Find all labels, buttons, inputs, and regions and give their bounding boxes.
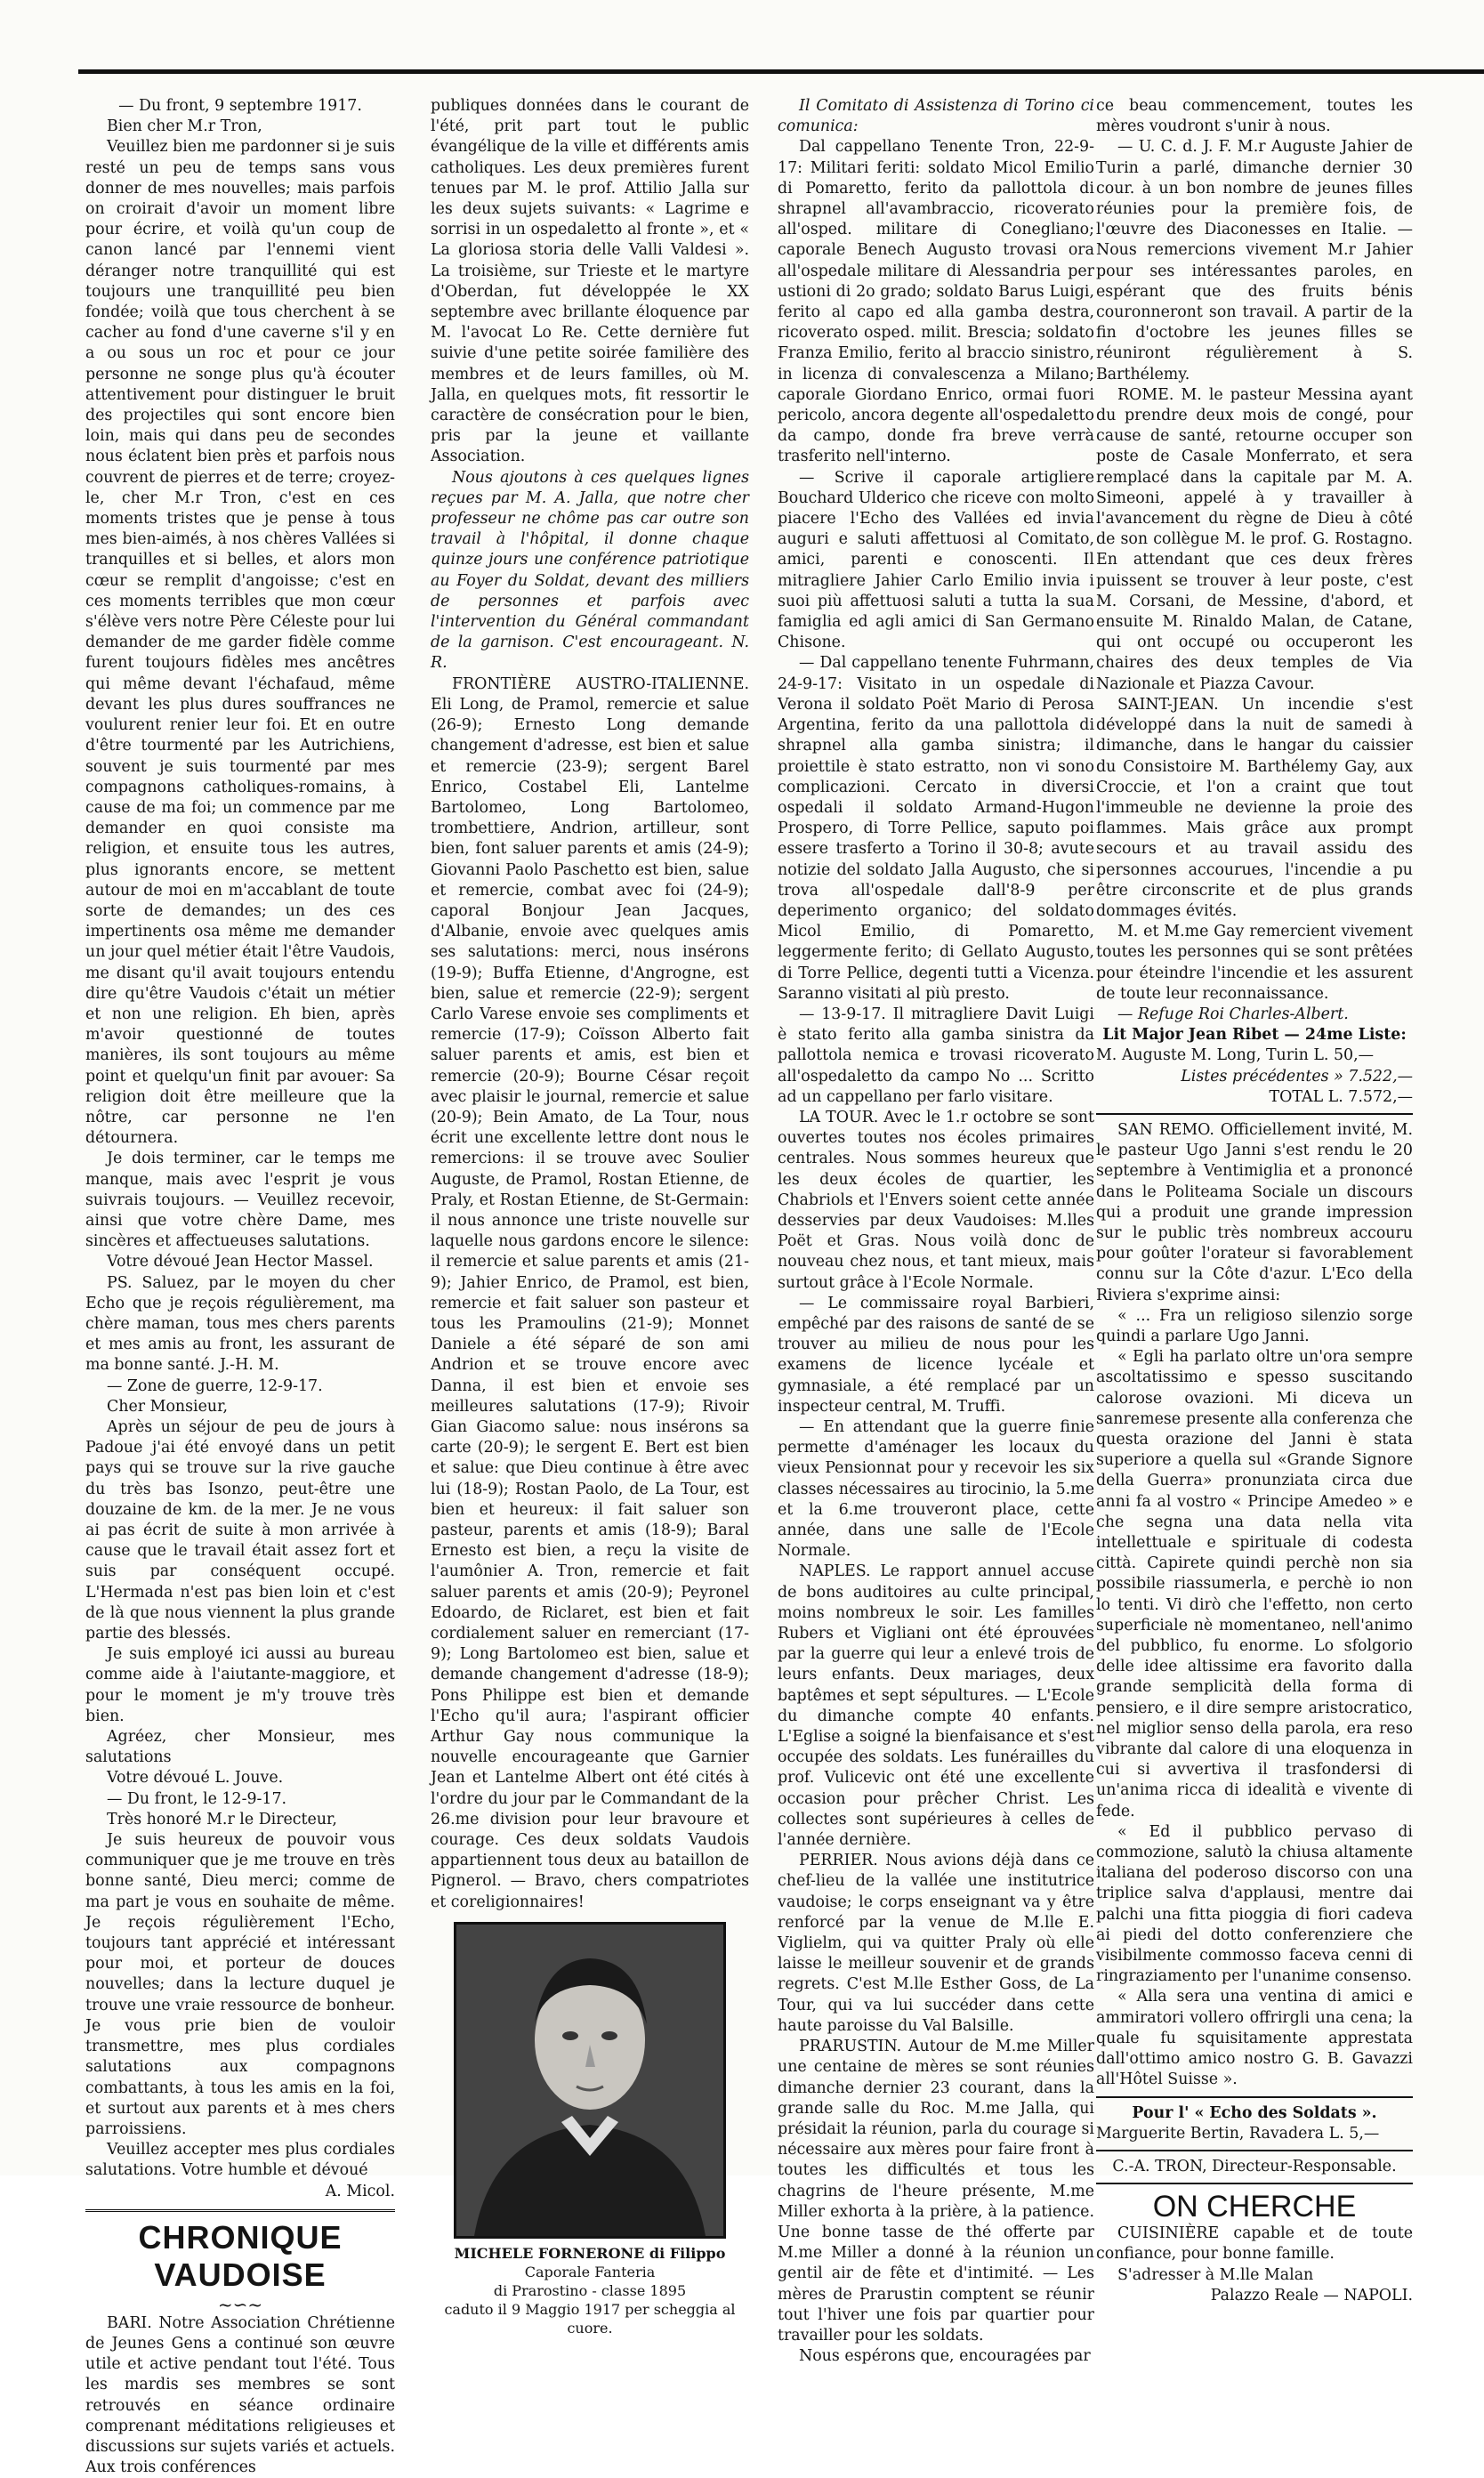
letter-body: Je suis heureux de pouvoir vous communiquer que je me trouve en très bonne santé, Dieu merci; comme de ma part je vous en souhaite de même. Je reçois régulièrement l'Echo, toujours tant apprécié et intéressant pour moi, et porteur de douces nouvelles; dans la lecture duquel je trouve une vraie ressource de bonheur. Je vous prie bien de vouloir transmettre, mes plus cordiales salutations aux compagnons combattants, à tous les amis en la foi, et surtout aux parents et à mes chers parroissiens.	[85, 1831, 395, 2138]
letter-body: Veuillez bien me pardonner si je suis resté un peu de temps sans vous donner de mes nouvelles; mais parfois on croirait d'avoir un moment libre pour écrire, et voilà qu'un coup de canon lancé par l'ennemi vient déranger notre tranquillité qui est toujours une tranquillité peu bien fondée; voilà que tous cherchent à se cacher au fond d'une caverne s'il y en a ou sous un roc et pour ce jour personne ne songe plus qu'à écouter attentivement pour distinguer le bruit des projectiles qui sont encore bien loin, mais qui dans peu de secondes nous éclatent bien près et parfois nous couvrent de pierres et de terre; croyez-le, cher M.r Tron, c'est en ces moments tristes que je pense à tous mes bien-aimés, à nos chères Vallées si tranquilles et si belles, et alors mon cœur se remplit d'angoisse; c'est en ces moments terribles que mon cœur s'élève vers notre Père Céleste pour lui demander de me garder fidèle comme furent toujours fidèles mes ancêtres qui même devant l'échafaud, même devant les plus dures souffrances ne voulurent renier leur foi. Et en outre d'être tourmenté par les Autrichiens, souvent je suis tourmenté par mes compagnons catholiques-romains, à cause de ma foi; un commence par me demander en quoi consiste ma religion, et ensuite tous les autres, plus ignorants encore, se mettent autour de moi en m'accablant de toute sorte de demandes; un des ces impertinents osa même me demander un jour quel métier était l'être Vaudois, me disant qu'il avait toujours entendu dire qu'être Vaudois c'était un métier et non une religion. Eh bien, après m'avoir questionné de toutes manières, ils sont toujours au même point et quelqu'un finit par avouer: Sa religion doit être meilleure que la nôtre, car personne ne l'en détournera.	[85, 138, 395, 1148]
editor-note: Nous ajoutons à ces quelques lignes reçues par M. A. Jalla, que notre cher professeur ne chôme pas car outre son travail à l'hôpital, il donne chaque quinze jours une conférence patriotique au Foyer du Soldat, devant des milliers de personnes et parfois avec l'intervention du Général commandant de la garnison. C'est encourageant. N. R.	[431, 468, 749, 673]
latour-news: — Le commissaire royal Barbieri, empêché par des raisons de santé de se trouver au milieu de nous pour les examens de licence lycéale et gymnasiale, a été remplacé par un inspecteur central, M. Truffi.	[778, 1294, 1094, 1416]
prarustin-news: PRARUSTIN. Autour de M.me Miller une centaine de mères se sont réunies dimanche dernier 23 courant, dans la grande salle du Roc. M.me Jalla, qui présidait la réunion, parla du courage si nécessaire aux mères pour faire front à toutes les difficultés et tous les chagrins de l'heure présente, M.me Miller exhorta à la prière, à la patience. Une bonne tasse de thé offerte par M.me Miller a donné à la réunion un gentil air de fête et d'intimité. — Les mères de Prarustin comptent se réunir tout l'hiver une fois par quartier pour travailler pour les soldats.	[778, 2038, 1094, 2345]
sanremo-quote: « ... Fra un religioso silenzio sorge quindi a parlare Ugo Janni.	[1096, 1306, 1413, 1345]
ornament: ~∽~	[217, 2293, 263, 2315]
latour-news: — En attendant que la guerre finie permette d'aménager les locaux du vieux Pensionnat pour y recevoir les six classes nécessaires au tirocinio, la 5.me et la 6.me trouveront place, cette année, dans une salle de l'Ecole Normale.	[778, 1418, 1094, 1561]
director-line: C.-A. TRON, Directeur-Responsable.	[1112, 2157, 1397, 2175]
letter-body: Veuillez accepter mes plus cordiales salutations. Votre humble et dévoué	[85, 2141, 395, 2180]
committee-report: — 13-9-17. Il mitragliere Davit Luigi è stato ferito alla gamba sinistra da pallottola nemica e trovasi ricoverato all'ospedaletto da campo No ... Scritto ad un cappellano per farlo visitare.	[778, 1005, 1094, 1106]
letter-dateline: — Du front, le 12-9-17.	[107, 1789, 287, 1808]
letter-salutation: Très honoré M.r le Directeur,	[107, 1810, 337, 1828]
ucdjf-news: — U. C. d. J. F. M.r Auguste Jahier de Turin a parlé, dimanche dernier 30 cour. à un bon nombre de jeunes filles réunies pour la première fois, de l'œuvre des Diaconesses en Italie. — Nous remercions vivement M.r Jahier pour ses intéressantes paroles, en espérant que des fruits bénis couronneront son travail. A partir de la fin d'octobre les jeunes filles se réuniront régulièrement à S. Barthélemy.	[1096, 138, 1413, 383]
bari-article: BARI. Notre Association Chrétienne de Jeunes Gens a continué son œuvre utile et active pendant tout l'été. Tous les mardis ses membres se sont retrouvés en séance ordinaire comprenant méditations religieuses et discussions sur sujets variés et actuels. Aux trois conférences	[85, 2313, 395, 2477]
sanremo-quote: « Alla sera una ventina di amici e ammiratori vollero offrirgli una cena; la quale fu squisitamente apprestata dall'ottimo amico nostro G. B. Gavazzi all'Hôtel Suisse ».	[1096, 1988, 1413, 2089]
portrait-caption	[431, 2244, 749, 2337]
divider	[1096, 2096, 1413, 2098]
column-4	[1096, 96, 1413, 2306]
latour-news: LA TOUR. Avec le 1.r octobre se sont ouvertes toutes nos écoles primaires centrales. Nous sommes heureux que les deux écoles de quartier, les Chabriols et l'Envers soient cette année desservies par deux Vaudoises: M.lles Poët et Gras. Nous voilà donc de nouveau chez nous, et tant mieux, mais surtout grâce à l'Ecole Normale.	[778, 1108, 1094, 1292]
sanremo-quote: « Egli ha parlato oltre un'ora sempre ascoltatissimo e spesso suscitando calorose ovazioni. Mi diceva un sanremese presente alla conferenza che questa orazione del Janni è stata superiore a quella sul «Grande Signore della Guerra» pronunziata circa due anni fa al vostro « Principe Amedeo » e che segna una data nella vita intellettuale e spirituale di codesta città. Capirete quindi perchè non sia possibile riassumerla, e perchè io non lo tenti. Vi dirò che l'effetto, non certo superficiale nè momentaneo, nell'animo del pubblico, fu enorme. Lo sfolgorio delle idee altissime era favorito dalla grande semplicità della forma di pensiero, e il dire sempre aristocratico, nel miglior senso della parola, era reso vibrante dal calore di una eloquenza in cui si avvertiva il trasfondersi di un'anima ricca di idealità e vivente di fede.	[1096, 1348, 1413, 1820]
soldier-portrait	[454, 1922, 726, 2239]
divider	[1096, 1113, 1413, 1115]
ad-contact: S'adresser à M.lle Malan	[1117, 2265, 1314, 2284]
prarustin-cont: ce beau commencement, toutes les mères voudront s'unir à nous.	[1096, 97, 1413, 136]
saintjean-news: M. et M.me Gay remercient vivement toutes les personnes qui se sont prêtées pour éteindre l'incendie et les assurent de toute leur reconnaissance.	[1096, 923, 1413, 1003]
letter-signature: Votre dévoué L. Jouve.	[107, 1769, 284, 1788]
bari-article-cont: publiques données dans le courant de l'été, prit part tout le public évangélique de la ville et différents amis catholiques. Les deux premières furent tenues par M. le prof. Attilio Jalla sur les deux sujets suivants: « Lagrime e sorrisi in un ospedaletto al fronte », et « La gloriosa storia delle Valli Valdesi ». La troisième, sur Trieste et le martyre d'Oberdan, fut développée le XX septembre avec brillante éloquence par M. l'avocat Lo Re. Cette dernière fut suivie d'une petite soirée familière des membres et de leurs familles, où M. Jalla, en quelques mots, fit ressortir le caractère de consécration pour le bien, pris par la jeune et vaillante Association.	[431, 97, 749, 466]
sanremo-news: SAN REMO. Officiellement invité, M. le pasteur Ugo Janni s'est rendu le 20 septembre à Ventimiglia et a prononcé dans le Politeama Sociale un discours qui a produit une grande impression sur le public très nombreux accouru pour goûter l'orateur si favorablement connu sur la Côte d'azur. L'Eco della Riviera s'exprime ainsi:	[1096, 1120, 1413, 1304]
letter-body: Agréez, cher Monsieur, mes salutations	[85, 1728, 395, 1767]
prarustin-news: Nous espérons que, encouragées par	[799, 2347, 1091, 2366]
perrier-news: PERRIER. Nous avions déjà dans ce chef-lieu de la vallée une institutrice vaudoise; le corps enseignant va y être renforcé par la venue de M.lle E. Viglielm, qui va quitter Praly où elle laisse le meilleur souvenir et de grands regrets. C'est M.lle Esther Goss, de La Tour, qui va lui succéder dans cette haute paroisse du Val Balsille.	[778, 1852, 1094, 2035]
naples-news: NAPLES. Le rapport annuel accuse de bons auditoires au culte principal, moins nombreux le soir. Les familles Rubers et Vigliani ont été éprouvées par la guerre qui leur a enlevé trois de leurs enfants. Deux mariages, deux baptêmes et sept sépultures. — L'Ecole du dimanche compte 40 enfants. L'Eglise a soigné la bienfaisance et s'est occupée des soldats. Les funérailles du prof. Vulicevic ont été une excellente occasion pour prêcher Christ. Les collectes sont supérieures à celles de l'année dernière.	[778, 1562, 1094, 1850]
top-rule	[78, 69, 1484, 74]
committee-report: — Scrive il caporale artigliere Bouchard Ulderico che riceve con molto piacere l'Echo des Vallées ed invia auguri e saluti affettuosi al Comitato, amici, parenti e conoscenti. Il mitragliere Jahier Carlo Emilio invia i suoi più affettuosi saluti a tutta la sua famiglia ed agli amici di San Germano Chisone.	[778, 468, 1094, 652]
lit-line: M. Auguste M. Long, Turin L. 50,—	[1096, 1046, 1375, 1065]
caption-rank: Caporale Fanteria	[524, 2263, 656, 2280]
chronique-heading: CHRONIQUE VAUDOISE	[138, 2218, 343, 2293]
lit-prev: Listes précédentes » 7.522,—	[1181, 1067, 1413, 1086]
column-1	[85, 96, 395, 2478]
lit-total: TOTAL L. 7.572,—	[1269, 1087, 1413, 1106]
refuge-heading: — Refuge Roi Charles-Albert.	[1117, 1005, 1349, 1023]
letter-salutation: Cher Monsieur,	[107, 1397, 229, 1416]
committee-report: — Dal cappellano tenente Fuhrmann, 24-9-17: Visitato in un ospedale di Verona il soldato Poët Mario di Perosa Argentina, ferito da una pallottola di shrapnel alla gamba sinistra; il proiettile è stato estratto, non vi sono complicazioni. Cercato in diversi ospedali il soldato Armand-Hugon Prospero, di Torre Pellice, saputo poi essere trasferto a Torino il 30-8; avute notizie del soldato Jalla Augusto, che si trova all'ospedale dall'8-9 per deperimento organico; del soldato Micol Emilio, di Pomaretto, leggermente ferito; di Gellato Augusto, di Torre Pellice, degenti tutti a Vicenza. Saranno visitati al più presto.	[778, 654, 1094, 1003]
divider	[1096, 2183, 1413, 2184]
sanremo-quote: « Ed il pubblico pervaso di commozione, salutò la chiusa altamente italiana del poderoso discorso con una triplice salva d'applausi, mentre dai palchi una fitta pioggia di fiori cadeva ai piedi del dotto conferenziere che visibilmente commosso faceva cenni di ringraziamento per l'unanime consenso.	[1096, 1822, 1413, 1986]
portrait-image	[456, 1925, 723, 2236]
caption-origin: di Prarostino - classe 1895	[493, 2281, 687, 2299]
letter-body: Après un séjour de peu de jours à Padoue j'ai été envoyé dans un petit pays qui se trouve sur la rive gauche du très bas Isonzo, peut-être une douzaine de km. de la mer. Je ne vous ai pas écrit de suite à mon arrivée à cause que le travail était assez fort et suis par conséquent occupé. L'Hermada n'est pas bien loin et c'est de là que nous viennent la plus grande partie des blessés.	[85, 1418, 395, 1643]
letter-body: Je dois terminer, car le temps me manque, mais avec l'esprit je vous suivrais toujours. — Veuillez recevoir, ainsi que votre chère Dame, mes sincères et affectueuses salutations.	[85, 1150, 395, 1251]
saintjean-news: SAINT-JEAN. Un incendie s'est développé dans la nuit de samedi à dimanche, dans le hangar du caissier du Consistoire M. Barthélemy Gay, aux Croccie, et l'on a craint que tout l'immeuble ne devienne la proie des flammes. Mais grâce aux prompt secours et au travail assidu des personnes accourues, l'incendie a pu être circonscrite et de plus grands dommages évités.	[1096, 695, 1413, 920]
rome-news: ROME. M. le pasteur Messina ayant du prendre deux mois de congé, pour cause de santé, retourne occuper son poste de Casale Monferrato, et sera remplacé dans la capitale par M. A. Simeoni, appelé à y travailler à l'avancement du règne de Dieu à côté de son collègue M. le prof. G. Rostagno. En attendant que ces deux frères puissent se trouver à leur poste, c'est M. Corsani, de Messine, d'abord, et ensuite M. Rinaldo Malan, de Catane, qui ont occupé ou occuperont les chaires des deux temples de Via Nazionale et Piazza Cavour.	[1096, 385, 1413, 693]
pour-line: Marguerite Bertin, Ravadera L. 5,—	[1096, 2124, 1380, 2143]
column-3	[778, 96, 1094, 2367]
divider	[1096, 2150, 1413, 2151]
committee-report: Dal cappellano Tenente Tron, 22-9-17: Militari feriti: soldato Micol Emilio di Pomaretto, ferito da pallottola di shrapnel all'avambraccio, ricoverato all'osped. militare di Conegliano; caporale Benech Augusto trovasi ora all'ospedale militare di Alessandria per ustioni di 2o grado; soldato Barus Luigi, ferito al capo ed alla gamba destra, ricoverato osped. milit. Brescia; soldato Franza Emilio, ferito al braccio sinistro, in licenza di convalescenza a Milano; caporale Giordano Enrico, ormai fuori pericolo, ancora degente all'ospedaletto da campo, donde fra breve verrà trasferito nell'interno.	[778, 138, 1094, 466]
letter-signature: A. Micol.	[325, 2182, 395, 2200]
ad-address: Palazzo Reale — NAPOLI.	[1210, 2286, 1413, 2304]
letter-dateline: — Zone de guerre, 12-9-17.	[107, 1376, 323, 1395]
column-2	[431, 96, 749, 2337]
ad-body: CUISINIÈRE capable et de toute confiance, pour bonne famille.	[1096, 2224, 1413, 2264]
pour-title: Pour l' « Echo des Soldats ».	[1132, 2103, 1377, 2122]
section-divider	[85, 2209, 395, 2212]
letter-body: Je suis employé ici aussi au bureau comme aide à l'aiutante-maggiore, et pour le moment je m'y trouve très bien.	[85, 1645, 395, 1725]
letter-signature: Votre dévoué Jean Hector Massel.	[107, 1253, 374, 1271]
lit-title: Lit Major Jean Ribet — 24me Liste:	[1102, 1026, 1407, 1045]
committee-intro: Il Comitato di Assistenza di Torino ci comunica:	[778, 97, 1094, 136]
frontier-news: FRONTIÈRE AUSTRO-ITALIENNE. Eli Long, de Pramol, remercie et salue (26-9); Ernesto Long demande changement d'adresse, est bien et salue et remercie (23-9); sergent Barel Enrico, Costabel Eli, Lantelme Bartolomeo, Long Bartolomeo, trombettiere, Andrion, artilleur, sont bien, font saluer parents et amis (24-9); Giovanni Paolo Paschetto est bien, salue et remercie, combat avec foi (24-9); caporal Bonjour Jean Jacques, d'Albanie, envoie avec quelques amis ses salutations: merci, nous insérons (19-9); Buffa Etienne, d'Angrogne, est bien, salue et remercie (22-9); sergent Carlo Varese envoie ses compliments et remercie (17-9); Coïsson Alberto fait saluer parents et amis, est bien et remercie (20-9); Bourne César reçoit avec plaisir le journal, remercie et salue (20-9); Bein Amato, de La Tour, nous écrit une excellente lettre dont nous le remercions: il se trouve avec Soulier Auguste, de Pramol, Rostan Etienne, de Praly, et Rostan Etienne, de St-Germain: il nous annonce une triste nouvelle sur laquelle nous gardons encore le silence: il remercie et salue parents et amis (21-9); Jahier Enrico, de Pramol, est bien, remercie et fait saluer son pasteur et tous les Pramoulins (21-9); Monnet Daniele a été séparé de son ami Andrion et se trouve encore avec Danna, il est bien et envoie ses meilleures salutations (17-9); Rivoir Gian Giacomo salue: nous insérons sa carte (20-9); le sergent E. Bert est bien et salue: que Dieu continue à être avec lui (18-9); Rostan Paolo, de La Tour, est bien et heureux: il fait saluer son pasteur, parents et amis (18-9); Baral Ernesto est bien, a reçu la visite de l'aumônier A. Tron, remercie et fait saluer parents et amis (20-9); Peyronel Edoardo, de Riclaret, est bien et fait cordialement saluer en remerciant (17-9); Long Bartolomeo est bien, salue et demande changement d'adresse (18-9); Pons Philippe est bien et demande l'Echo qu'il aura; l'aspirant officier Arthur Gay nous communique la nouvelle encourageante que Garnier Jean et Lantelme Albert ont été cités à l'ordre du jour par le Commandant de la 26.me division pour leur bravoure et courage. Ces deux soldats Vaudois appartiennent tous deux au bataillon de Pignerol. — Bravo, chers compatriotes et coreligionnaires!	[431, 674, 749, 1911]
caption-name: MICHELE FORNERONE di Filippo	[454, 2244, 726, 2262]
letter-dateline: — Du front, 9 septembre 1917.	[118, 97, 362, 115]
ad-heading: ON CHERCHE	[1152, 2190, 1357, 2224]
letter-salutation: Bien cher M.r Tron,	[107, 117, 262, 136]
letter-ps: PS. Saluez, par le moyen du cher Echo que je reçois régulièrement, ma chère maman, tous mes chers parents et mes amis au front, les assurant de ma bonne santé. J.-H. M.	[85, 1273, 395, 1375]
caption-death: caduto il 9 Maggio 1917 per scheggia al cuore.	[444, 2300, 736, 2337]
